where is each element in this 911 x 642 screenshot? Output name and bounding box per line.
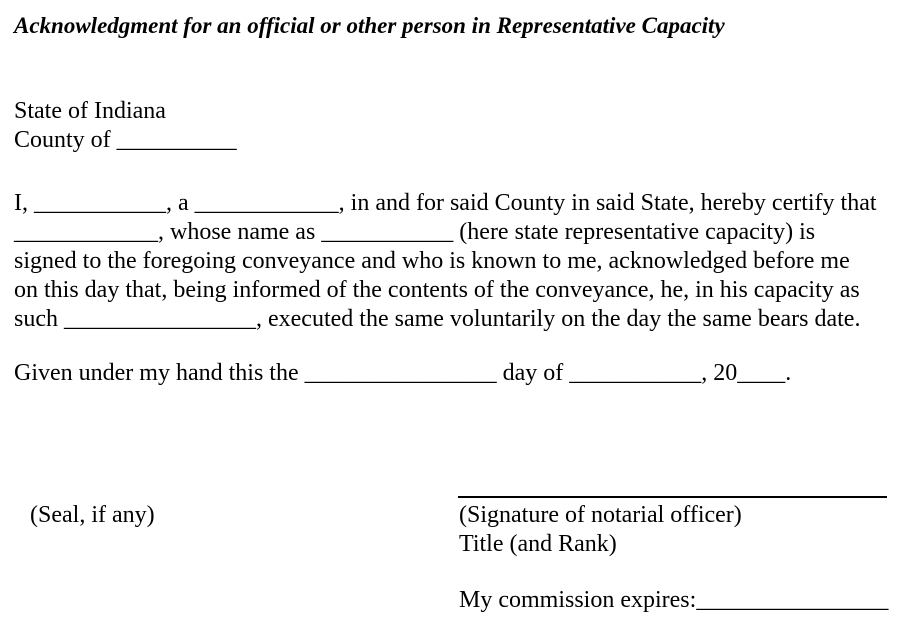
- county-blank[interactable]: __________: [116, 127, 237, 153]
- body-paragraph: [14, 189, 877, 334]
- text-segment: .: [785, 360, 792, 386]
- text-segment: signed to the foregoing conveyance and who is known to me, acknowledged before me: [14, 248, 850, 274]
- commission-line: [459, 586, 888, 615]
- text-segment: , a: [166, 190, 195, 216]
- capacity-blank[interactable]: ________________: [64, 306, 256, 332]
- body-line-2: [14, 218, 877, 247]
- body-line-4: [14, 276, 877, 305]
- state-line: State of Indiana: [14, 98, 166, 124]
- body-line-3: [14, 247, 877, 276]
- principal-name-blank[interactable]: ____________: [14, 219, 158, 245]
- text-segment: (here state representative capacity) is: [453, 219, 816, 245]
- county-line: [14, 126, 237, 155]
- title-rank-label: Title (and Rank): [459, 531, 617, 557]
- body-line-5: [14, 305, 877, 334]
- representative-capacity-blank[interactable]: ___________: [321, 219, 454, 245]
- text-segment: My commission expires:: [459, 587, 697, 613]
- year-blank[interactable]: ____: [737, 360, 786, 386]
- commission-expiry-blank[interactable]: ________________: [696, 587, 889, 613]
- notary-name-blank[interactable]: ___________: [34, 190, 166, 216]
- signature-line[interactable]: [458, 496, 887, 498]
- text-segment: on this day that, being informed of the contents of the conveyance, he, in his capacity as: [14, 277, 860, 303]
- month-blank[interactable]: ___________: [569, 360, 702, 386]
- signature-caption: (Signature of notarial officer): [459, 502, 742, 528]
- text-segment: , executed the same voluntarily on the day the same bears date.: [256, 306, 861, 332]
- text-segment: day of: [496, 360, 570, 386]
- text-segment: County of: [14, 127, 117, 153]
- day-blank[interactable]: ________________: [304, 360, 497, 386]
- body-line-1: [14, 189, 877, 218]
- given-line: [14, 359, 791, 388]
- text-segment: Given under my hand this the: [14, 360, 305, 386]
- text-segment: , in and for said County in said State, hereby certify that: [338, 190, 877, 216]
- seal-label: (Seal, if any): [30, 502, 155, 528]
- notary-title-blank[interactable]: ____________: [194, 190, 339, 216]
- document-title: Acknowledgment for an official or other person in Representative Capacity: [14, 13, 725, 38]
- text-segment: such: [14, 306, 64, 332]
- text-segment: I,: [14, 190, 34, 216]
- text-segment: , 20: [701, 360, 738, 386]
- text-segment: , whose name as: [158, 219, 322, 245]
